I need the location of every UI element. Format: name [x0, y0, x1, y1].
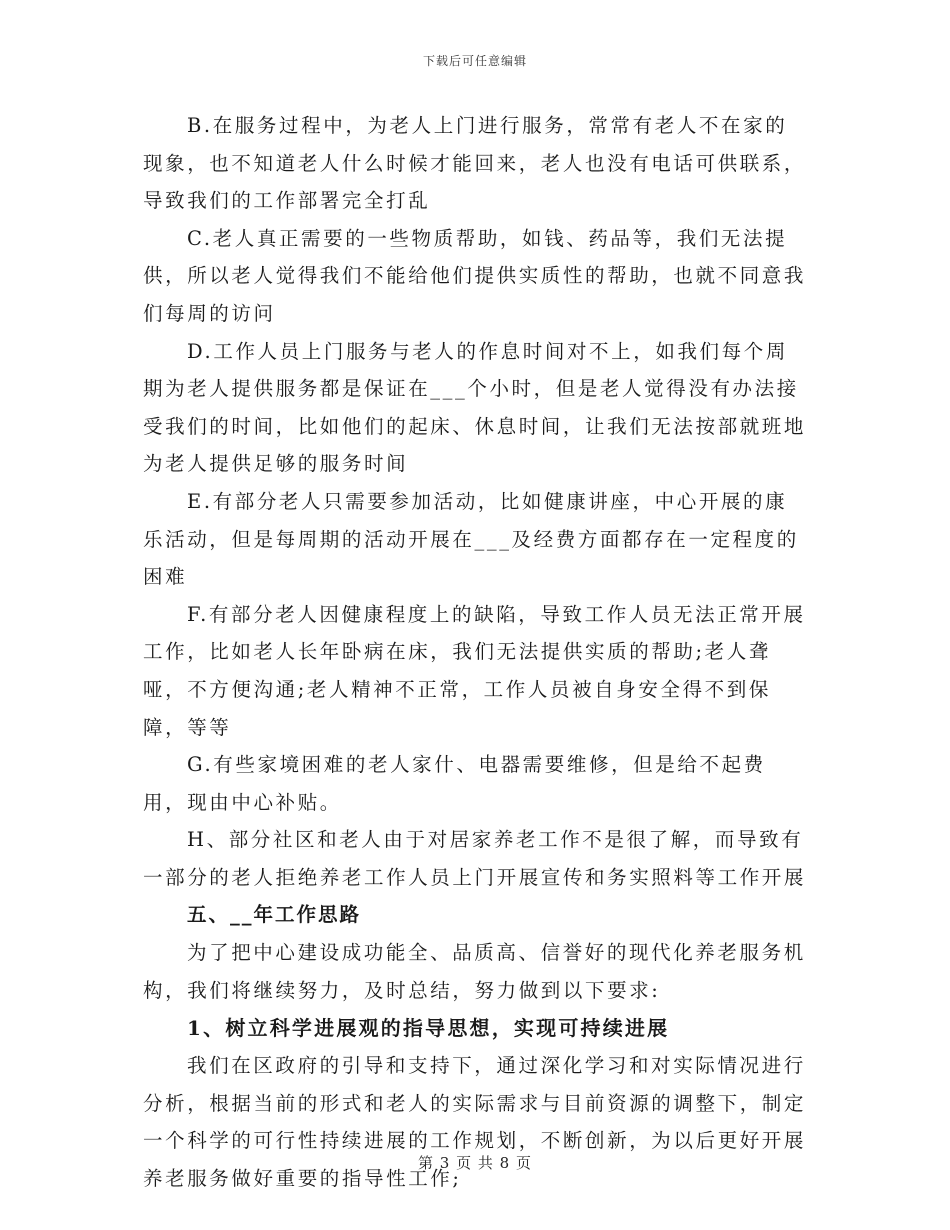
paragraph-d: D.工作人员上门服务与老人的作息时间对不上，如我们每个周期为老人提供服务都是保证在___个小时，但是老人觉得没有办法接受我们的时间，比如他们的起床、休息时间，让我们无法按部就班地为老人提供足够的服务时间 — [143, 339, 807, 476]
paragraph-h: H、部分社区和老人由于对居家养老工作不是很了解，而导致有一部分的老人拒绝养老工作人员上门开展宣传和务实照料等工作开展 — [143, 828, 807, 889]
header-note: 下载后可任意编辑 — [422, 54, 527, 68]
document-body — [143, 107, 808, 1198]
paragraph-g: G.有些家境困难的老人家什、电器需要维修，但是给不起费用，现由中心补贴。 — [143, 753, 766, 814]
sub-heading: 1、树立科学进展观的指导思想，实现可持续进展 — [187, 1016, 670, 1041]
paragraph-b: B.在服务过程中，为老人上门进行服务，常常有老人不在家的现象，也不知道老人什么时候才能回来，老人也没有电话可供联系，导致我们的工作部署完全打乱 — [143, 114, 807, 213]
sub-paragraph: 我们在区政府的引导和支持下，通过深化学习和对实际情况进行分析，根据当前的形式和老人的实际需求与目前资源的调整下，制定一个科学的可行性持续进展的工作规划，不断创新，为以后更好开展养老服务做好重要的指导性工作; — [143, 1054, 807, 1191]
paragraph-f: F.有部分老人因健康程度上的缺陷，导致工作人员无法正常开展工作，比如老人长年卧病在床，我们无法提供实质的帮助;老人聋哑，不方便沟通;老人精神不正常，工作人员被自身安全得不到保障，等等 — [143, 602, 806, 739]
section-intro: 为了把中心建设成功能全、品质高、信誉好的现代化养老服务机构，我们将继续努力，及时总结，努力做到以下要求: — [143, 941, 806, 1002]
section-heading: 五、__年工作思路 — [187, 903, 362, 927]
page-indicator: 第 3 页 共 8 页 — [418, 1154, 532, 1172]
paragraph-c: C.老人真正需要的一些物质帮助，如钱、药品等，我们无法提供，所以老人觉得我们不能给他们提供实质性的帮助，也就不同意我们每周的访问 — [143, 226, 807, 325]
paragraph-e: E.有部分老人只需要参加活动，比如健康讲座，中心开展的康乐活动，但是每周期的活动开展在___及经费方面都存在一定程度的困难 — [143, 489, 799, 589]
